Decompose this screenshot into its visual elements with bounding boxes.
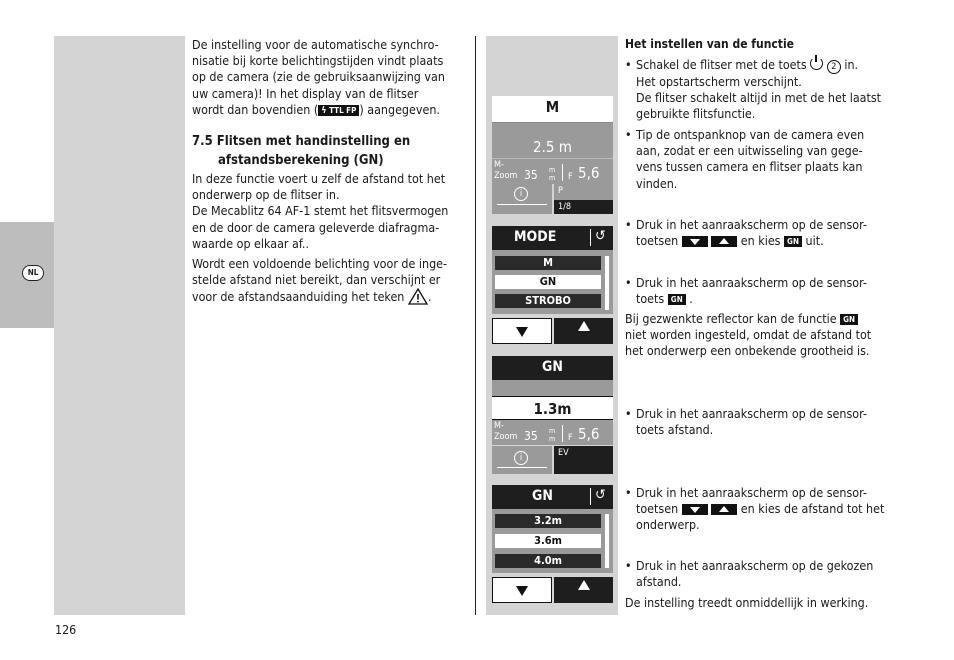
distance-item-selected[interactable]: 3.6m: [495, 534, 601, 548]
paragraph-warning: Wordt een voldoende belichting voor de inge- stelde afstand niet bereikt, dan verschijnt er voor de afstandsaanduiding het teken .: [192, 256, 448, 305]
screen-title: GN: [532, 488, 553, 504]
arrow-down-icon: [516, 327, 528, 337]
bullet-press-gn: • Druk in het aanraakscherm op de sensor- toets GN .: [625, 275, 867, 307]
distance-value: 1.3m: [533, 400, 572, 418]
back-icon[interactable]: ↺: [595, 487, 606, 503]
bullet-switch-on: • Schakel de flitser met de toets 2 in. Het opstartscherm verschijnt. De flitser schakelt altijd in met de het laatst gebruikte flitsfunctie.: [625, 57, 882, 122]
warning-triangle-icon: [408, 288, 428, 305]
bullet-select-gn: • Druk in het aanraakscherm op de sensor- toetsen en kies GN uit.: [625, 217, 867, 249]
scroll-down-button[interactable]: [492, 318, 552, 344]
gn-icon: GN: [668, 294, 686, 305]
column-divider: [475, 36, 476, 615]
language-badge: NL: [22, 265, 44, 281]
aperture-value: 5,6: [578, 425, 600, 443]
arrow-down-key-icon: [682, 236, 708, 247]
power-value: 1/8: [558, 202, 572, 212]
arrow-up-icon: [578, 580, 590, 590]
screen-title: MODE: [514, 229, 557, 245]
bullet-shutter: • Tip de ontspanknop van de camera even aan, zodat er een uitwisseling van gege- vens tussen camera en flitser plaats kan vinden.: [625, 127, 865, 191]
scroll-up-button[interactable]: [554, 577, 613, 603]
scrollbar[interactable]: [605, 256, 609, 310]
left-margin-panel: [54, 36, 185, 615]
bullet-press-distance: • Druk in het aanraakscherm op de sensor- toets afstand.: [625, 406, 867, 438]
intro-paragraph: De instelling voor de automatische synchro- nisatie bij korte belichtingstijden vindt plaats op de camera (zie de gebruiksaanwijzing van uw camera)! In het display van de flitser wordt dan bovendien ( ϟ TTL FP ) aangegeven.: [192, 37, 445, 117]
distance-value: 2.5 m: [533, 138, 572, 156]
arrow-up-key-icon: [711, 504, 737, 515]
screen-manual-mode: M 2.5 m M- Zoom 35 m m F 5,6 i P 1/8: [492, 96, 613, 214]
section-subheading: Het instellen van de functie: [625, 37, 794, 51]
power-key-icon: [810, 57, 823, 70]
arrow-up-icon: [578, 321, 590, 331]
note-reflector: Bij gezwenkte reflector kan de functie GN niet worden ingesteld, omdat de afstand tot het onderwerp een onbekende grootheid is.: [625, 311, 872, 359]
arrow-down-key-icon: [682, 504, 708, 515]
distance-item[interactable]: 3.2m: [495, 514, 601, 528]
screen-distance-select: [492, 485, 613, 603]
mode-item-gn[interactable]: GN: [495, 275, 601, 289]
zoom-value: 35: [524, 429, 538, 443]
gn-icon: GN: [784, 236, 802, 247]
paragraph-gn-intro: In deze functie voert u zelf de afstand tot het onderwerp op de flitser in. De Mecablitz 64 AF-1 stemt het flitsvermogen en de door de camera geleverde diafragma- waarde op elkaar af..: [192, 171, 449, 251]
info-icon: i: [514, 451, 528, 465]
back-icon[interactable]: ↺: [595, 228, 606, 244]
info-icon: i: [514, 187, 528, 201]
key-number-icon: 2: [827, 60, 841, 74]
zoom-value: 35: [524, 168, 538, 182]
screen-gn-mode: GN 1.3m M- Zoom 35 m m F 5,6 i EV: [492, 356, 613, 474]
scrollbar[interactable]: [605, 514, 609, 568]
scroll-up-button[interactable]: [554, 318, 613, 344]
aperture-value: 5,6: [578, 164, 600, 182]
ttl-fp-icon: ϟ TTL FP: [318, 105, 359, 116]
page-number: 126: [55, 622, 77, 637]
scroll-down-button[interactable]: [492, 577, 552, 603]
arrow-up-key-icon: [711, 236, 737, 247]
distance-item[interactable]: 4.0m: [495, 554, 601, 568]
section-heading: 7.5 Flitsen met handinstelling en afstandsberekening (GN): [192, 134, 411, 168]
gn-icon: GN: [840, 314, 858, 325]
mode-item-strobo[interactable]: STROBO: [495, 294, 601, 308]
arrow-down-icon: [516, 586, 528, 596]
bullet-press-chosen-distance: • Druk in het aanraakscherm op de gekozen afstand.: [625, 558, 874, 590]
screen-title: GN: [542, 359, 563, 375]
final-note: De instelling treedt onmiddellijk in werking.: [625, 595, 869, 610]
screen-mode-select: [492, 226, 613, 344]
mode-item-m[interactable]: M: [495, 256, 601, 270]
screen-title: M: [545, 98, 560, 116]
bullet-choose-distance: • Druk in het aanraakscherm op de sensor- toetsen en kies de afstand tot het onderwerp.: [625, 485, 885, 533]
